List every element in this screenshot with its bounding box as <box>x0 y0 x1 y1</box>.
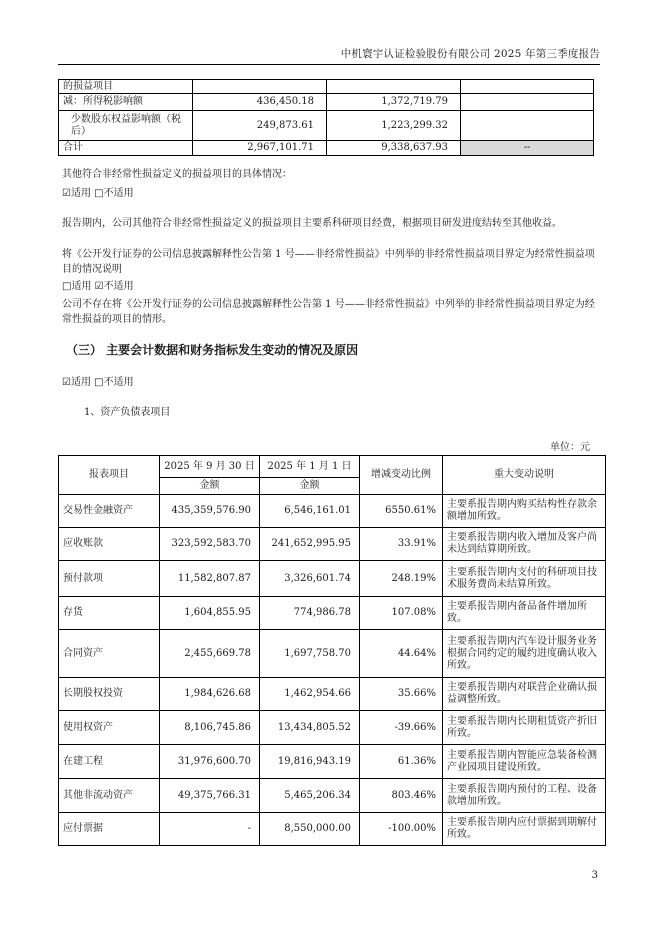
ytd-value: 1,372,719.79 <box>327 94 461 111</box>
change-reason: 主要系报告期内对联营企业确认损益调整所致。 <box>443 678 606 711</box>
table-row <box>59 779 606 813</box>
change-ratio: 44.64% <box>360 630 443 678</box>
value-sep30: 31,976,600.70 <box>160 745 260 779</box>
applicability-checkbox-1: ☑适用 □不适用 <box>62 188 134 199</box>
item-name: 长期股权投资 <box>59 678 160 711</box>
note-cell <box>461 94 594 111</box>
paragraph-reclassification: 将《公开发行证券的公司信息披露解释性公告第 1 号——非经常性损益》中列举的非经常性损益项目界定为经常性损益项目的情况说明 <box>62 249 595 275</box>
section-title: （三） 主要会计数据和财务指标发生变动的情况及原因 <box>66 343 359 357</box>
item-name: 使用权资产 <box>59 711 160 745</box>
page-header: 中机寰宇认证检验股份有限公司 2025 年第三季度报告 <box>340 48 600 60</box>
table-row <box>59 630 606 678</box>
value-jan1: 13,434,805.52 <box>260 711 360 745</box>
value-jan1: 8,550,000.00 <box>260 813 360 846</box>
value-jan1: 19,816,943.19 <box>260 745 360 779</box>
change-reason: 主要系报告期内长期租赁资产折旧所致。 <box>443 711 606 745</box>
value-sep30: 2,455,669.78 <box>160 630 260 678</box>
value-sep30: 8,106,745.86 <box>160 711 260 745</box>
value-sep30: 323,592,583.70 <box>160 528 260 561</box>
header-amount: 金额 <box>160 478 260 495</box>
ytd-value: 1,223,299.32 <box>327 111 461 141</box>
change-ratio: -100.00% <box>360 813 443 846</box>
change-reason: 主要系报告期内购买结构性存款余额增加所致。 <box>443 495 606 528</box>
value-sep30: - <box>160 813 260 846</box>
row-label: 少数股东权益影响额（税后） <box>59 111 193 141</box>
row-label: 减：所得税影响额 <box>59 94 193 111</box>
change-ratio: 107.08% <box>360 597 443 630</box>
change-ratio: 33.91% <box>360 528 443 561</box>
paragraph-other-gains: 其他符合非经常性损益定义的损益项目的具体情况： <box>62 169 292 180</box>
table-row <box>59 561 606 597</box>
header-row <box>59 456 606 478</box>
value-sep30: 11,582,807.87 <box>160 561 260 597</box>
value-jan1: 1,462,954.66 <box>260 678 360 711</box>
table-row <box>59 111 594 141</box>
header-item: 报表项目 <box>59 456 160 495</box>
table-row <box>59 80 594 94</box>
row-label: 的损益项目 <box>59 80 193 94</box>
header-reason: 重大变动说明 <box>443 456 606 495</box>
item-name: 其他非流动资产 <box>59 779 160 813</box>
table-row <box>59 528 606 561</box>
applicability-checkbox-2: □适用 ☑不适用 <box>62 281 134 292</box>
item-name: 预付款项 <box>59 561 160 597</box>
current-value <box>193 80 327 94</box>
table-row <box>59 495 606 528</box>
change-ratio: -39.66% <box>360 711 443 745</box>
table-row <box>59 141 594 156</box>
change-reason: 主要系报告期内预付的工程、设备款增加所致。 <box>443 779 606 813</box>
item-name: 合同资产 <box>59 630 160 678</box>
value-sep30: 1,604,855.95 <box>160 597 260 630</box>
change-ratio: 248.19% <box>360 561 443 597</box>
note-cell <box>461 80 594 94</box>
applicability-checkbox-3: ☑适用 □不适用 <box>62 377 134 388</box>
unit-label: 单位：元 <box>550 442 590 453</box>
change-reason: 主要系报告期内智能应急装备检测产业园项目建设所致。 <box>443 745 606 779</box>
change-ratio: 6550.61% <box>360 495 443 528</box>
change-reason: 主要系报告期内备品备件增加所致。 <box>443 597 606 630</box>
item-name: 交易性金融资产 <box>59 495 160 528</box>
change-reason: 主要系报告期内支付的科研项目技术服务费尚未结算所致。 <box>443 561 606 597</box>
change-reason: 主要系报告期内应付票据到期解付所致。 <box>443 813 606 846</box>
header-change: 增减变动比例 <box>360 456 443 495</box>
current-value: 2,967,101.71 <box>193 141 327 156</box>
page-number: 3 <box>591 870 598 881</box>
subsection-title: 1、资产负债表项目 <box>84 407 171 418</box>
value-jan1: 3,326,601.74 <box>260 561 360 597</box>
change-ratio: 61.36% <box>360 745 443 779</box>
value-sep30: 49,375,766.31 <box>160 779 260 813</box>
paragraph-research-funds: 报告期内，公司其他符合非经常性损益定义的损益项目主要系科研项目经费，根据项目研发进度结转至其他收益。 <box>62 218 562 229</box>
item-name: 应付票据 <box>59 813 160 846</box>
table-row <box>59 813 606 846</box>
current-value: 436,450.18 <box>193 94 327 111</box>
item-name: 应收账款 <box>59 528 160 561</box>
table-row <box>59 678 606 711</box>
value-jan1: 5,465,206.34 <box>260 779 360 813</box>
table-row <box>59 597 606 630</box>
balance-sheet-table <box>58 455 606 846</box>
header-date-sep30: 2025 年 9 月 30 日 <box>160 456 260 478</box>
change-reason: 主要系报告期内收入增加及客户尚未达到结算期所致。 <box>443 528 606 561</box>
header-rule <box>58 64 600 65</box>
item-name: 在建工程 <box>59 745 160 779</box>
table-row <box>59 711 606 745</box>
value-jan1: 6,546,161.01 <box>260 495 360 528</box>
value-sep30: 435,359,576.90 <box>160 495 260 528</box>
ytd-value: 9,338,637.93 <box>327 141 461 156</box>
current-value: 249,873.61 <box>193 111 327 141</box>
non-recurring-gains-table <box>58 79 594 156</box>
change-ratio: 35.66% <box>360 678 443 711</box>
row-label: 合计 <box>59 141 193 156</box>
value-sep30: 1,984,626.68 <box>160 678 260 711</box>
value-jan1: 1,697,758.70 <box>260 630 360 678</box>
value-jan1: 774,986.78 <box>260 597 360 630</box>
header-amount: 金额 <box>260 478 360 495</box>
note-cell: -- <box>461 141 594 156</box>
change-ratio: 803.46% <box>360 779 443 813</box>
change-reason: 主要系报告期内汽车设计服务业务根据合同约定的履约进度确认收入所致。 <box>443 630 606 678</box>
value-jan1: 241,652,995.95 <box>260 528 360 561</box>
paragraph-no-reclassification: 公司不存在将《公开发行证券的公司信息披露解释性公告第 1 号——非经常性损益》中列举的非经常性损益项目界定为经常性损益的项目的情形。 <box>62 299 595 325</box>
ytd-value <box>327 80 461 94</box>
table-row <box>59 745 606 779</box>
item-name: 存货 <box>59 597 160 630</box>
table-row <box>59 94 594 111</box>
header-date-jan1: 2025 年 1 月 1 日 <box>260 456 360 478</box>
note-cell <box>461 111 594 141</box>
